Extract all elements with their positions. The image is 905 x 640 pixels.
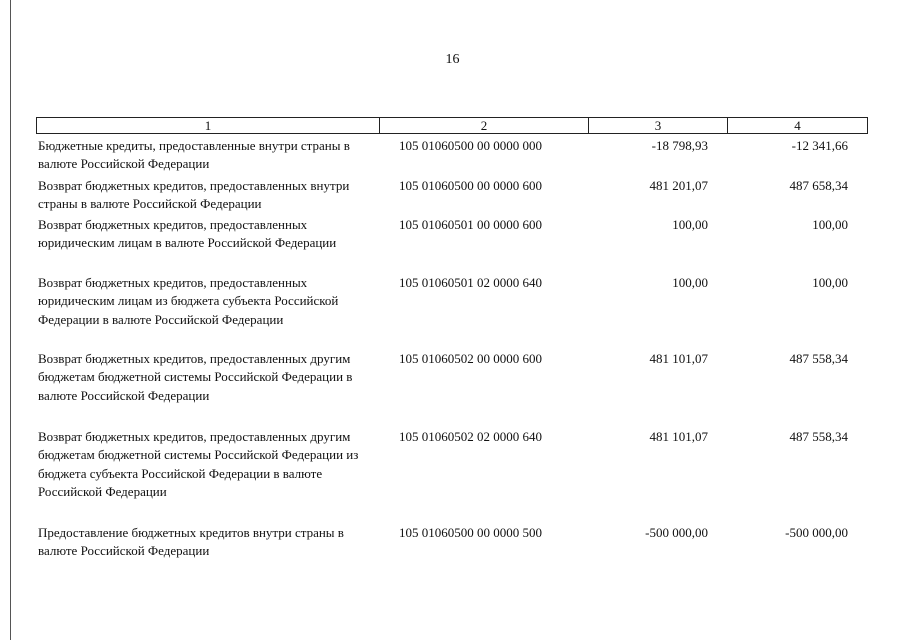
row-name: Возврат бюджетных кредитов, предоставленных другим бюджетам бюджетной системы Российской Федерации в валюте Российской Федерации xyxy=(38,351,353,403)
row-value-4: -12 341,66 xyxy=(791,138,848,153)
row-value-4: 100,00 xyxy=(812,217,848,232)
page-left-edge xyxy=(10,0,11,640)
row-value-3: 481 101,07 xyxy=(649,351,708,366)
column-header-1: 1 xyxy=(204,118,212,133)
page-number: 16 xyxy=(445,52,460,67)
row-code: 105 01060501 00 0000 600 xyxy=(399,217,542,232)
row-code: 105 01060500 00 0000 500 xyxy=(399,525,542,540)
row-name: Возврат бюджетных кредитов, предоставленных юридическим лицам из бюджета субъекта Российской Федерации в валюте Российской Федерации xyxy=(38,275,339,327)
column-header-4: 4 xyxy=(794,118,801,133)
row-value-3: -500 000,00 xyxy=(645,525,708,540)
row-code: 105 01060502 00 0000 600 xyxy=(399,351,542,366)
column-header-3: 3 xyxy=(654,118,662,133)
column-header-2: 2 xyxy=(480,118,488,133)
row-name: Возврат бюджетных кредитов, предоставленных внутри страны в валюте Российской Федерации xyxy=(38,178,350,212)
row-value-4: 100,00 xyxy=(812,275,848,290)
row-value-3: 481 201,07 xyxy=(649,178,708,193)
row-name: Возврат бюджетных кредитов, предоставленных другим бюджетам бюджетной системы Российской Федерации из бюджета субъекта Российской Федерации в валюте Российской Федерации xyxy=(38,429,359,500)
row-value-3: -18 798,93 xyxy=(651,138,708,153)
row-code: 105 01060500 00 0000 600 xyxy=(399,178,542,193)
row-value-3: 481 101,07 xyxy=(649,429,708,444)
row-value-4: -500 000,00 xyxy=(785,525,848,540)
row-value-3: 100,00 xyxy=(672,217,708,232)
row-value-3: 100,00 xyxy=(672,275,708,290)
table-header-row xyxy=(36,117,868,134)
row-code: 105 01060501 02 0000 640 xyxy=(399,275,542,290)
row-code: 105 01060502 02 0000 640 xyxy=(399,429,542,444)
row-value-4: 487 658,34 xyxy=(789,178,848,193)
row-value-4: 487 558,34 xyxy=(789,351,848,366)
row-code: 105 01060500 00 0000 000 xyxy=(399,138,542,153)
row-name: Возврат бюджетных кредитов, предоставленных юридическим лицам в валюте Российской Федерации xyxy=(38,217,337,251)
row-name: Предоставление бюджетных кредитов внутри страны в валюте Российской Федерации xyxy=(38,525,344,559)
row-value-4: 487 558,34 xyxy=(789,429,848,444)
row-name: Бюджетные кредиты, предоставленные внутри страны в валюте Российской Федерации xyxy=(38,138,350,172)
